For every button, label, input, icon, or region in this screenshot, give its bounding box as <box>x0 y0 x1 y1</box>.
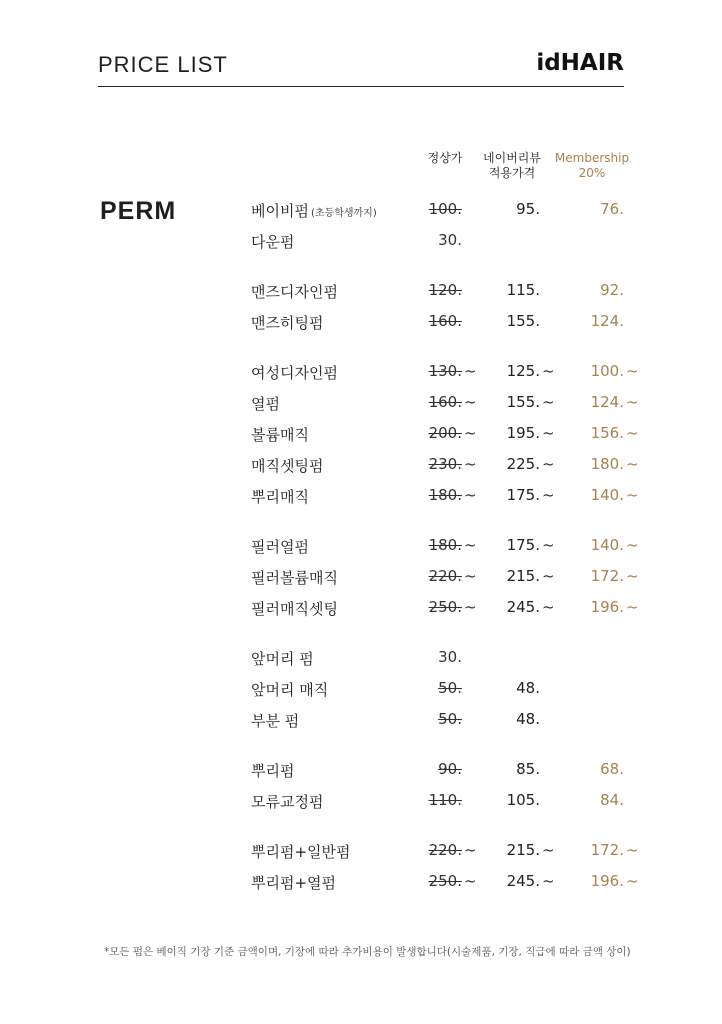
regular-price-value: 220. <box>428 841 462 859</box>
service-name-text: 베이비펌 <box>251 202 309 220</box>
membership-price-range-tilde: ~ <box>626 872 639 890</box>
regular-price-value: 90. <box>438 760 462 778</box>
naver-review-price: 95. <box>516 200 540 218</box>
regular-price-value: 220. <box>428 567 462 585</box>
price-row <box>0 791 722 815</box>
regular-price-value: 250. <box>428 872 462 890</box>
price-row <box>0 362 722 386</box>
regular-price <box>404 872 462 890</box>
membership-price: 68. <box>600 760 624 778</box>
service-name-text: 뿌리매직 <box>251 488 309 506</box>
naver-price-range-tilde: ~ <box>542 872 555 890</box>
naver-price-range-tilde: ~ <box>542 841 555 859</box>
naver-review-price: 175. <box>506 486 540 504</box>
regular-price <box>404 760 462 778</box>
service-name <box>251 567 338 588</box>
service-name <box>251 231 294 252</box>
price-row <box>0 281 722 305</box>
naver-review-price: 155. <box>506 393 540 411</box>
service-name <box>251 455 323 476</box>
regular-price-range-tilde: ~ <box>464 455 477 473</box>
membership-price: 76. <box>600 200 624 218</box>
membership-price-range-tilde: ~ <box>626 393 639 411</box>
column-header-regular-label: 정상가 <box>427 151 463 165</box>
naver-review-price: 175. <box>506 536 540 554</box>
service-name <box>251 760 294 781</box>
regular-price <box>404 424 462 442</box>
regular-price <box>404 231 462 249</box>
service-name <box>251 486 309 507</box>
regular-price-value: 180. <box>428 486 462 504</box>
membership-price: 84. <box>600 791 624 809</box>
membership-price-range-tilde: ~ <box>626 567 639 585</box>
naver-price-range-tilde: ~ <box>542 567 555 585</box>
naver-review-price: 155. <box>506 312 540 330</box>
service-name-text: 뿌리펌 <box>251 762 295 780</box>
regular-price-value: 180. <box>428 536 462 554</box>
service-name <box>251 281 338 302</box>
regular-price-range-tilde: ~ <box>464 424 477 442</box>
regular-price-value: 110. <box>428 791 462 809</box>
membership-price-range-tilde: ~ <box>626 536 639 554</box>
service-name-text: 맨즈디자인펌 <box>251 283 338 301</box>
service-name-text: 매직셋팅펌 <box>251 457 324 475</box>
naver-review-price: 48. <box>516 710 540 728</box>
membership-price: 140. <box>590 486 624 504</box>
service-name <box>251 872 336 893</box>
regular-price <box>404 536 462 554</box>
regular-price <box>404 312 462 330</box>
membership-price-range-tilde: ~ <box>626 362 639 380</box>
price-row <box>0 312 722 336</box>
service-note: (초등학생까지) <box>310 208 377 219</box>
membership-price-range-tilde: ~ <box>626 841 639 859</box>
regular-price-value: 160. <box>428 312 462 330</box>
price-row <box>0 872 722 896</box>
regular-price-value: 30. <box>438 231 462 249</box>
regular-price <box>404 841 462 859</box>
membership-price: 92. <box>600 281 624 299</box>
regular-price <box>404 393 462 411</box>
service-name-text: 앞머리 펌 <box>251 650 314 668</box>
service-name-text: 필러매직셋팅 <box>251 600 338 618</box>
service-name-text: 맨즈히팅펌 <box>251 314 324 332</box>
regular-price-range-tilde: ~ <box>464 362 477 380</box>
regular-price-range-tilde: ~ <box>464 393 477 411</box>
column-header-member-line2: 20% <box>578 166 606 180</box>
price-row <box>0 841 722 865</box>
regular-price-range-tilde: ~ <box>464 872 477 890</box>
service-name <box>251 791 323 812</box>
regular-price <box>404 598 462 616</box>
regular-price <box>404 281 462 299</box>
regular-price-range-tilde: ~ <box>464 598 477 616</box>
page-title: PRICE LIST <box>98 52 228 77</box>
service-name-text: 볼륨매직 <box>251 426 309 444</box>
regular-price <box>404 679 462 697</box>
regular-price-value: 160. <box>428 393 462 411</box>
service-name-text: 뿌리펌+일반펌 <box>251 843 351 861</box>
header-divider <box>98 86 624 87</box>
naver-review-price: 215. <box>506 567 540 585</box>
column-header-member-line1: Membership <box>554 151 630 165</box>
column-header-naver-line1: 네이버리뷰 <box>483 151 541 165</box>
service-name <box>251 536 309 557</box>
regular-price-range-tilde: ~ <box>464 567 477 585</box>
service-name-text: 부분 펌 <box>251 712 300 730</box>
regular-price <box>404 200 462 218</box>
regular-price-value: 200. <box>428 424 462 442</box>
regular-price <box>404 710 462 728</box>
regular-price-value: 50. <box>438 710 462 728</box>
naver-price-range-tilde: ~ <box>542 393 555 411</box>
membership-price-range-tilde: ~ <box>626 424 639 442</box>
service-name <box>251 841 351 862</box>
regular-price-value: 120. <box>428 281 462 299</box>
regular-price-value: 50. <box>438 679 462 697</box>
naver-price-range-tilde: ~ <box>542 424 555 442</box>
naver-review-price: 245. <box>506 872 540 890</box>
price-row <box>0 679 722 703</box>
column-header-regular <box>420 151 470 166</box>
regular-price-range-tilde: ~ <box>464 536 477 554</box>
membership-price: 196. <box>590 872 624 890</box>
regular-price <box>404 648 462 666</box>
service-name-text: 필러볼륨매직 <box>251 569 338 587</box>
regular-price-value: 130. <box>428 362 462 380</box>
regular-price <box>404 567 462 585</box>
price-row <box>0 486 722 510</box>
service-name-text: 다운펌 <box>251 233 295 251</box>
membership-price: 172. <box>590 841 624 859</box>
price-row <box>0 455 722 479</box>
price-row <box>0 393 722 417</box>
naver-price-range-tilde: ~ <box>542 598 555 616</box>
regular-price <box>404 455 462 473</box>
regular-price <box>404 791 462 809</box>
naver-review-price: 215. <box>506 841 540 859</box>
service-name <box>251 312 323 333</box>
naver-price-range-tilde: ~ <box>542 486 555 504</box>
membership-price: 140. <box>590 536 624 554</box>
price-row <box>0 536 722 560</box>
membership-price-range-tilde: ~ <box>626 598 639 616</box>
price-row <box>0 598 722 622</box>
service-name-text: 필러열펌 <box>251 538 309 556</box>
membership-price: 100. <box>590 362 624 380</box>
column-header-membership <box>540 151 644 181</box>
price-row <box>0 760 722 784</box>
service-name-text: 뿌리펌+열펌 <box>251 874 337 892</box>
membership-price-range-tilde: ~ <box>626 455 639 473</box>
membership-price: 180. <box>590 455 624 473</box>
service-name <box>251 362 338 383</box>
naver-review-price: 85. <box>516 760 540 778</box>
membership-price: 124. <box>590 393 624 411</box>
service-name <box>251 679 328 700</box>
regular-price-value: 30. <box>438 648 462 666</box>
membership-price: 196. <box>590 598 624 616</box>
service-name <box>251 598 338 619</box>
price-row <box>0 567 722 591</box>
membership-price-range-tilde: ~ <box>626 486 639 504</box>
service-name-text: 여성디자인펌 <box>251 364 338 382</box>
regular-price-range-tilde: ~ <box>464 486 477 504</box>
service-name <box>251 393 280 414</box>
regular-price-value: 230. <box>428 455 462 473</box>
naver-price-range-tilde: ~ <box>542 362 555 380</box>
price-row <box>0 231 722 255</box>
naver-review-price: 125. <box>506 362 540 380</box>
naver-review-price: 245. <box>506 598 540 616</box>
brand-logo: idHAIR <box>536 50 624 76</box>
regular-price-value: 100. <box>428 200 462 218</box>
naver-review-price: 105. <box>506 791 540 809</box>
regular-price <box>404 362 462 380</box>
naver-review-price: 225. <box>506 455 540 473</box>
naver-review-price: 115. <box>506 281 540 299</box>
section-title-perm: PERM <box>100 197 177 225</box>
price-row <box>0 648 722 672</box>
regular-price-value: 250. <box>428 598 462 616</box>
service-name-text: 모류교정펌 <box>251 793 324 811</box>
regular-price <box>404 486 462 504</box>
regular-price-range-tilde: ~ <box>464 841 477 859</box>
service-name <box>251 200 377 221</box>
service-name <box>251 424 309 445</box>
naver-price-range-tilde: ~ <box>542 536 555 554</box>
naver-price-range-tilde: ~ <box>542 455 555 473</box>
membership-price: 156. <box>590 424 624 442</box>
membership-price: 172. <box>590 567 624 585</box>
naver-review-price: 195. <box>506 424 540 442</box>
naver-review-price: 48. <box>516 679 540 697</box>
service-name <box>251 710 299 731</box>
service-name-text: 앞머리 매직 <box>251 681 329 699</box>
service-name-text: 열펌 <box>251 395 280 413</box>
price-row <box>0 424 722 448</box>
footnote: *모든 펌은 베이직 기장 기준 금액이며, 기장에 따라 추가비용이 발생합니다(시술제품, 기장, 직급에 따라 금액 상이) <box>104 946 631 958</box>
service-name <box>251 648 314 669</box>
membership-price: 124. <box>590 312 624 330</box>
price-row <box>0 710 722 734</box>
price-row <box>0 200 722 224</box>
column-header-naver-line2: 적용가격 <box>488 166 536 180</box>
